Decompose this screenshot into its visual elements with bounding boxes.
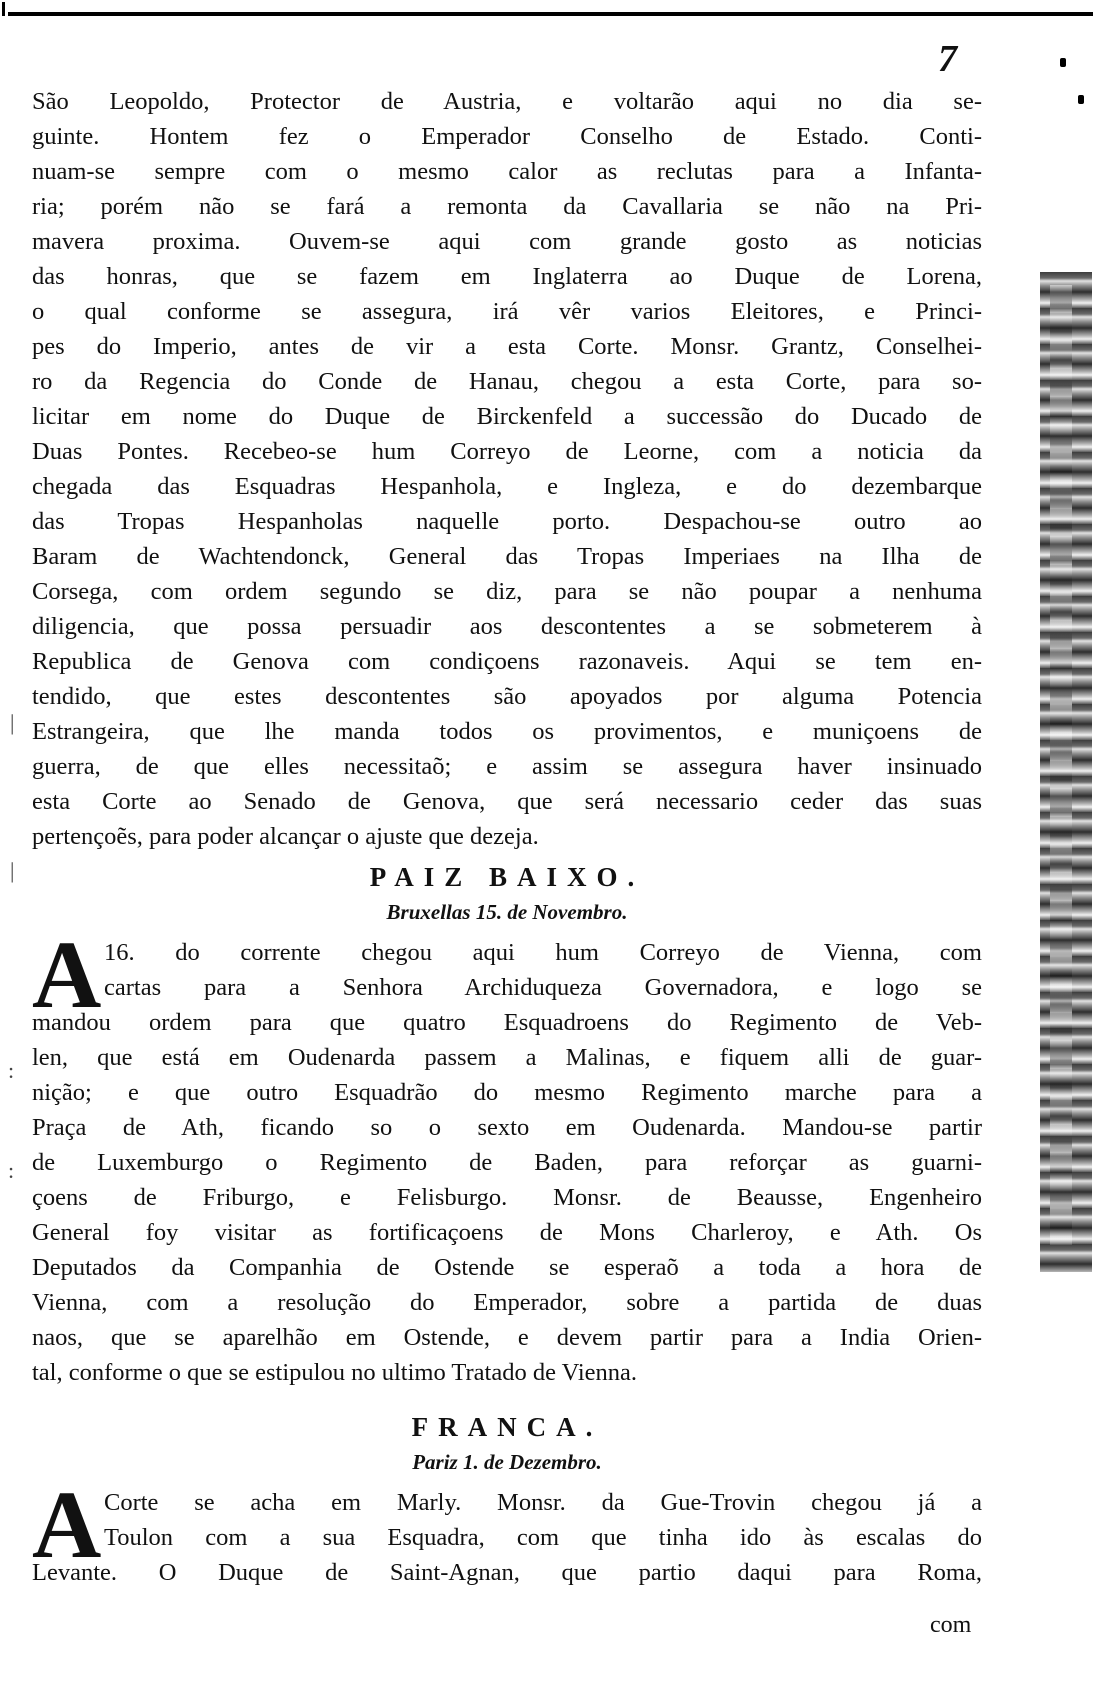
text-line: cartas para a Senhora Archiduqueza Governadora, e logo se (104, 974, 982, 1001)
ink-speck (1060, 58, 1066, 67)
text-line: General foy visitar as fortificaçoens de Mons Charleroy, e Ath. Os (32, 1219, 982, 1246)
text-line: 16. do corrente chegou aqui hum Correyo de Vienna, com (104, 939, 982, 966)
margin-mark: : (8, 1058, 15, 1083)
section-paragraph (32, 1471, 982, 1590)
text-line: naos, que se aparelhão em Ostende, e devem partir para a India Orien- (32, 1324, 982, 1351)
continuation-paragraph (32, 84, 982, 854)
text-line: çoens de Friburgo, e Felisburgo. Monsr. de Beausse, Engenheiro (32, 1184, 982, 1211)
dateline: Pariz 1. de Dezembro. (412, 1450, 602, 1474)
text-line: nuam-se sempre com o mesmo calor as reclutas para a Infanta- (32, 158, 982, 185)
text-line: pes do Imperio, antes de vir a esta Corte. Monsr. Grantz, Conselhei- (32, 333, 982, 360)
text-line: mandou ordem para que quatro Esquadroens do Regimento de Veb- (32, 1009, 982, 1036)
margin-mark: : (8, 1158, 15, 1183)
text-line: São Leopoldo, Protector de Austria, e voltarão aqui no dia se- (32, 88, 982, 115)
text-line: Estrangeira, que lhe manda todos os provimentos, e muniçoens de (32, 718, 982, 745)
section-heading: PAIZ BAIXO. (369, 862, 645, 892)
text-line: Levante. O Duque de Saint-Agnan, que partio daqui para Roma, (32, 1559, 982, 1586)
text-line: das honras, que se fazem em Inglaterra ao Duque de Lorena, (32, 263, 982, 290)
text-line: Vienna, com a resolução do Emperador, sobre a partida de duas (32, 1289, 982, 1316)
text-line: Republica de Genova com condiçoens razonaveis. Aqui se tem en- (32, 648, 982, 675)
catchword: com (930, 1612, 972, 1638)
text-line: tendido, que estes descontentes são apoyados por alguma Potencia (32, 683, 982, 710)
binding-texture (1050, 285, 1072, 1245)
top-rule (8, 12, 1093, 16)
text-line: guerra, de que elles necessitaõ; e assim se assegura haver insinuado (32, 753, 982, 780)
text-line: Duas Pontes. Recebeo-se hum Correyo de Leorne, com a noticia da (32, 438, 982, 465)
drop-cap: A (32, 921, 102, 1028)
text-line: mavera proxima. Ouvem-se aqui com grande gosto as noticias (32, 228, 982, 255)
text-line: Praça de Ath, ficando so o sexto em Oudenarda. Mandou-se partir (32, 1114, 982, 1141)
text-line: diligencia, que possa persuadir aos descontentes a se sobmeterem à (32, 613, 982, 640)
text-line: o qual conforme se assegura, irá vêr varios Eleitores, e Princi- (32, 298, 982, 325)
text-line: tal, conforme o que se estipulou no ultimo Tratado de Vienna. (32, 1359, 638, 1386)
text-line: ria; porém não se fará a remonta da Cavallaria se não na Pri- (32, 193, 982, 220)
text-line: len, que está em Oudenarda passem a Malinas, e fiquem alli de guar- (32, 1044, 982, 1071)
page-number: 7 (938, 38, 957, 80)
text-line: licitar em nome do Duque de Birckenfeld a successão do Ducado de (32, 403, 982, 430)
text-line: Corte se acha em Marly. Monsr. da Gue-Trovin chegou já a (104, 1489, 982, 1516)
section-heading: FRANCA. (411, 1412, 603, 1442)
drop-cap: A (32, 1471, 102, 1578)
text-line: nição; e que outro Esquadrão do mesmo Regimento marche para a (32, 1079, 982, 1106)
text-line: pertençoẽs, para poder alcançar o ajuste que dezeja. (32, 823, 539, 850)
text-line: das Tropas Hespanholas naquelle porto. Despachou-se outro ao (32, 508, 982, 535)
text-line: de Luxemburgo o Regimento de Baden, para reforçar as guarni- (32, 1149, 982, 1176)
text-line: esta Corte ao Senado de Genova, que será necessario ceder das suas (32, 788, 982, 815)
text-line: chegada das Esquadras Hespanhola, e Ingleza, e do dezembarque (32, 473, 982, 500)
text-line: Baram de Wachtendonck, General das Tropas Imperiaes na Ilha de (32, 543, 982, 570)
section-paragraph (32, 921, 982, 1390)
text-line: ro da Regencia do Conde de Hanau, chegou a esta Corte, para so- (32, 368, 982, 395)
ink-speck (1078, 95, 1084, 104)
margin-mark: | (10, 710, 15, 735)
margin-mark: | (10, 858, 15, 883)
dateline: Bruxellas 15. de Novembro. (386, 900, 628, 924)
text-line: guinte. Hontem fez o Emperador Conselho de Estado. Conti- (32, 123, 982, 150)
text-line: Deputados da Companhia de Ostende se esperaõ a toda a hora de (32, 1254, 982, 1281)
edge-mark (2, 2, 5, 16)
text-line: Corsega, com ordem segundo se diz, para se não poupar a nenhuma (32, 578, 982, 605)
text-line: Toulon com a sua Esquadra, com que tinha ido às escalas do (104, 1524, 982, 1551)
